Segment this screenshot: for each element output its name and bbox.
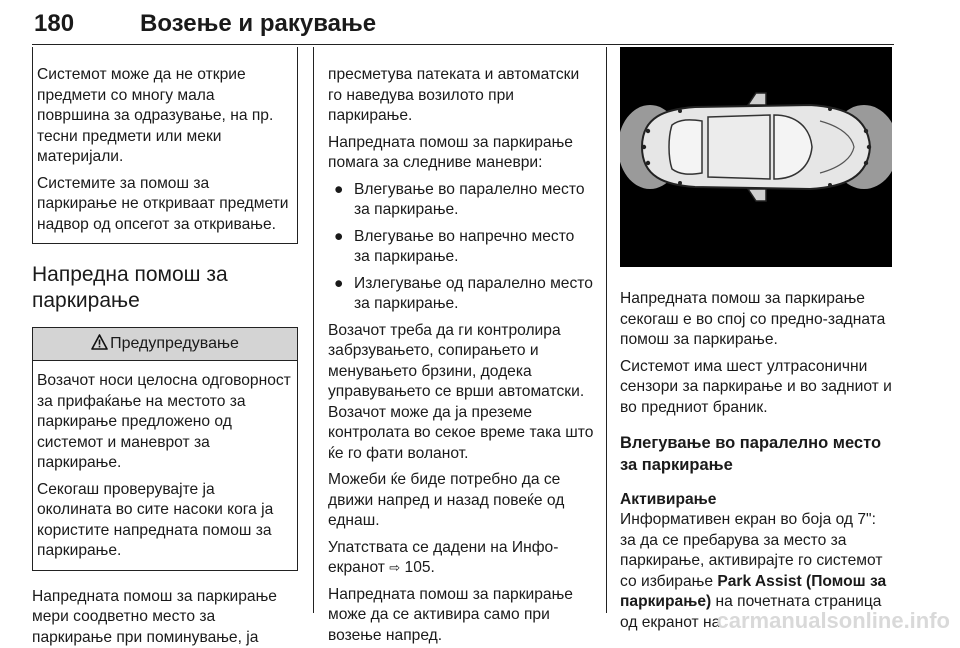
page-header [32, 6, 894, 45]
list-item: ● Излегување од паралелно место за паркирање. [328, 274, 594, 315]
park-assist-label: Park Assist (Помош за паркирање) [620, 573, 886, 611]
column-divider [313, 47, 314, 613]
column-2 [328, 47, 594, 646]
column-1 [32, 47, 298, 648]
bullet: ● [334, 180, 343, 201]
paragraph: Напредната помош за паркирање може да се активира само при возење напред. [328, 585, 594, 647]
page-number: 180 [34, 10, 74, 38]
warning-header [33, 328, 297, 361]
paragraph: Напредната помош за паркирање помага за следниве маневри: [328, 133, 594, 174]
paragraph: Напредната помош за паркирање мери соодветно место за паркирање при поминување, ја [32, 587, 298, 648]
page-reference-icon: ⇨ [389, 560, 400, 575]
list-item: ● Влегување во паралелно место за паркирање. [328, 180, 594, 221]
warning-title: Предупредување [110, 335, 239, 352]
warning-box [32, 327, 298, 571]
column-divider [606, 47, 607, 613]
warning-triangle-icon [91, 330, 108, 362]
section-heading: Напредна помош за паркирање [32, 262, 298, 314]
paragraph: Напредната помош за паркирање секогаш е во спој со предно-задната помош за паркирање. [620, 289, 892, 351]
bullet: ● [334, 227, 343, 248]
subsection-heading: Влегување во паралелно место за паркирање [620, 432, 892, 476]
maneuver-list [328, 180, 594, 315]
paragraph: Можеби ќе биде потребно да се движи напред и назад повеќе од еднаш. [328, 470, 594, 532]
paragraph: пресметува патеката и автоматски го наведува возилото при паркирање. [328, 65, 594, 127]
paragraph: Возачот носи целосна одговорност за прифаќање на местото за паркирање предложено од системот и маневрот за паркирање. [37, 371, 293, 474]
paragraph: Возачот треба да ги контролира забрзувањето, сопирањето и менувањето брзини, додека управувањето се врши автоматски. Возачот може да ја преземе контролата во секое време така што ќе го фати воланот. [328, 321, 594, 465]
paragraph: Системите за помош за паркирање не откриваат предмети надвор од опсегот за откривање. [37, 174, 291, 236]
subsection-subheading: Активирање [620, 490, 892, 510]
paragraph: Системот може да не открие предмети со многу мала површина за одразување, на пр. тесни предмети или меки материјали. [37, 65, 291, 168]
paragraph: Упатствата се дадени на Инфо-екранот ⇨ 105. [328, 538, 594, 579]
paragraph: Информативен екран во боја од 7": за да се пребарува за место за паркирање, активирајте го системот со избирање Park Assist (Помош за паркирање) на почетната страница од екранот на [620, 510, 892, 633]
continued-note-box [32, 47, 298, 244]
watermark-text: carmanualsonline.info [717, 608, 951, 634]
warning-body [33, 361, 297, 570]
column-3 [620, 47, 892, 633]
paragraph: Секогаш проверувајте ја околината во сите насоки кога ја користите напредната помош за паркирање. [37, 480, 293, 562]
list-item: ● Влегување во напречно место за паркирање. [328, 227, 594, 268]
paragraph: Системот има шест ултрасонични сензори за паркирање и во задниот и во предниот браник. [620, 357, 892, 419]
chapter-title: Возење и ракување [140, 10, 376, 38]
bullet: ● [334, 274, 343, 295]
parking-sensor-illustration [620, 47, 892, 267]
